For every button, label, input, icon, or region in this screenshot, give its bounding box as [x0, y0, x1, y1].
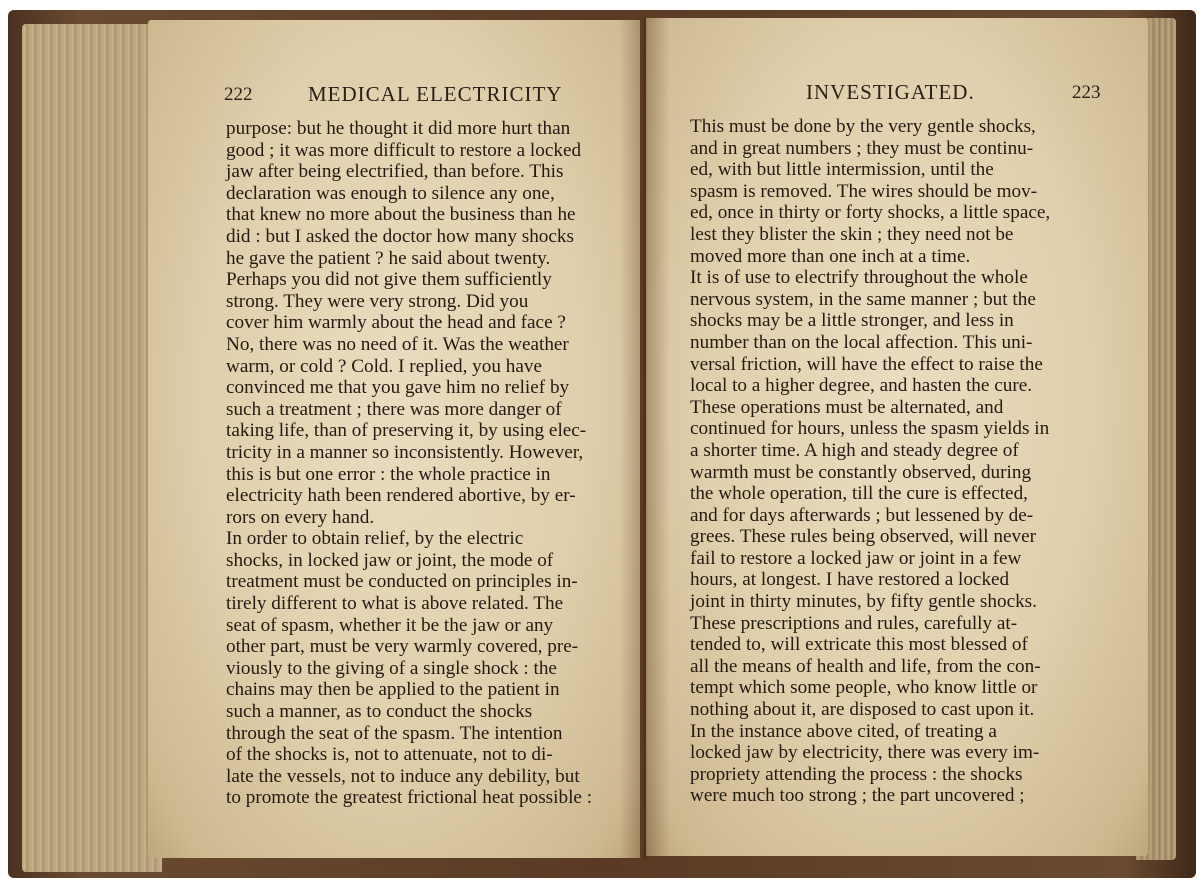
text-line: through the seat of the spasm. The intention [226, 722, 563, 744]
text-line: he gave the patient ? he said about twenty. [226, 247, 551, 269]
text-line: to promote the greatest frictional heat possible : [226, 787, 593, 809]
left-running-head: MEDICAL ELECTRICITY [308, 82, 563, 106]
left-page-edges [22, 24, 162, 872]
text-line: This must be done by the very gentle shocks, [690, 116, 1036, 137]
text-line: These prescriptions and rules, carefully at- [690, 612, 1018, 634]
open-book [8, 4, 1196, 886]
text-line: tended to, will extricate this most blessed of [690, 634, 1028, 656]
text-line: ed, once in thirty or forty shocks, a little space, [690, 202, 1051, 224]
right-page [646, 18, 1148, 856]
text-line: were much too strong ; the part uncovered ; [690, 785, 1025, 807]
text-line: versal friction, will have the effect to raise the [690, 353, 1043, 375]
text-line: electricity hath been rendered abortive, by er- [226, 485, 576, 507]
text-line: number than on the local affection. This uni- [690, 331, 1033, 353]
text-line: In the instance above cited, of treating a [690, 720, 997, 742]
text-line: warmth must be constantly observed, during [690, 461, 1032, 483]
text-line: jaw after being electrified, than before. This [226, 161, 564, 183]
text-line: rors on every hand. [226, 506, 375, 528]
right-running-head: INVESTIGATED. [806, 80, 975, 104]
left-page-number: 222 [224, 84, 253, 105]
text-line: declaration was enough to silence any one, [226, 182, 555, 204]
text-line: and in great numbers ; they must be continu- [690, 137, 1034, 159]
text-line: moved more than one inch at a time. [690, 245, 971, 267]
right-page-text [690, 116, 1110, 807]
text-line: shocks may be a little stronger, and less in [690, 310, 1014, 332]
text-line: grees. These rules being observed, will never [690, 526, 1036, 548]
left-page-text [226, 118, 640, 809]
text-line: locked jaw by electricity, there was every im- [690, 742, 1040, 764]
text-line: such a treatment ; there was more danger of [226, 398, 562, 420]
text-line: convinced me that you gave him no relief by [226, 377, 570, 399]
text-line: cover him warmly about the head and face ? [226, 312, 566, 334]
text-line: In order to obtain relief, by the electric [226, 528, 524, 550]
text-line: that knew no more about the business than he [226, 204, 576, 226]
text-line: chains may then be applied to the patient in [226, 679, 560, 701]
text-line: ed, with but little intermission, until the [690, 159, 994, 181]
text-line: late the vessels, not to induce any debility, but [226, 765, 580, 787]
text-line: local to a higher degree, and hasten the cure. [690, 375, 1033, 397]
text-line: taking life, than of preserving it, by using elec- [226, 420, 587, 442]
text-line: good ; it was more difficult to restore a locked [226, 139, 582, 161]
text-line: tricity in a manner so inconsistently. However, [226, 441, 584, 463]
text-line: nervous system, in the same manner ; but the [690, 288, 1036, 310]
text-line: viously to the giving of a single shock : the [226, 657, 557, 679]
text-line: shocks, in locked jaw or joint, the mode of [226, 549, 554, 571]
text-line: spasm is removed. The wires should be mov- [690, 180, 1038, 202]
text-line: No, there was no need of it. Was the weather [226, 333, 569, 355]
left-page [148, 20, 640, 858]
text-line: warm, or cold ? Cold. I replied, you have [226, 355, 542, 377]
text-line: tempt which some people, who know little or [690, 677, 1038, 699]
text-line: purpose: but he thought it did more hurt than [226, 118, 571, 139]
right-page-number: 223 [1072, 82, 1101, 103]
text-line: this is but one error : the whole practice in [226, 463, 551, 485]
text-line: a shorter time. A high and steady degree of [690, 439, 1019, 461]
text-line: strong. They were very strong. Did you [226, 290, 529, 312]
text-line: did : but I asked the doctor how many shocks [226, 225, 574, 247]
text-line: seat of spasm, whether it be the jaw or any [226, 614, 554, 636]
text-line: continued for hours, unless the spasm yields in [690, 418, 1050, 440]
text-line: nothing about it, are disposed to cast upon it. [690, 699, 1035, 721]
text-line: propriety attending the process : the shocks [690, 763, 1023, 785]
text-line: These operations must be alternated, and [690, 396, 1004, 418]
text-line: fail to restore a locked jaw or joint in a few [690, 547, 1022, 569]
text-line: of the shocks is, not to attenuate, not to di- [226, 744, 553, 766]
text-line: treatment must be conducted on principles in- [226, 571, 578, 593]
text-line: lest they blister the skin ; they need not be [690, 223, 1014, 245]
text-line: the whole operation, till the cure is effected, [690, 483, 1028, 505]
text-line: other part, must be very warmly covered, pre- [226, 636, 579, 658]
text-line: all the means of health and life, from the con- [690, 655, 1041, 677]
text-line: tirely different to what is above related. The [226, 593, 564, 615]
text-line: hours, at longest. I have restored a locked [690, 569, 1010, 591]
text-line: It is of use to electrify throughout the whole [690, 267, 1028, 289]
text-line: and for days afterwards ; but lessened by de- [690, 504, 1034, 526]
text-line: such a manner, as to conduct the shocks [226, 701, 533, 723]
text-line: joint in thirty minutes, by fifty gentle shocks. [690, 591, 1037, 613]
text-line: Perhaps you did not give them sufficiently [226, 269, 552, 291]
